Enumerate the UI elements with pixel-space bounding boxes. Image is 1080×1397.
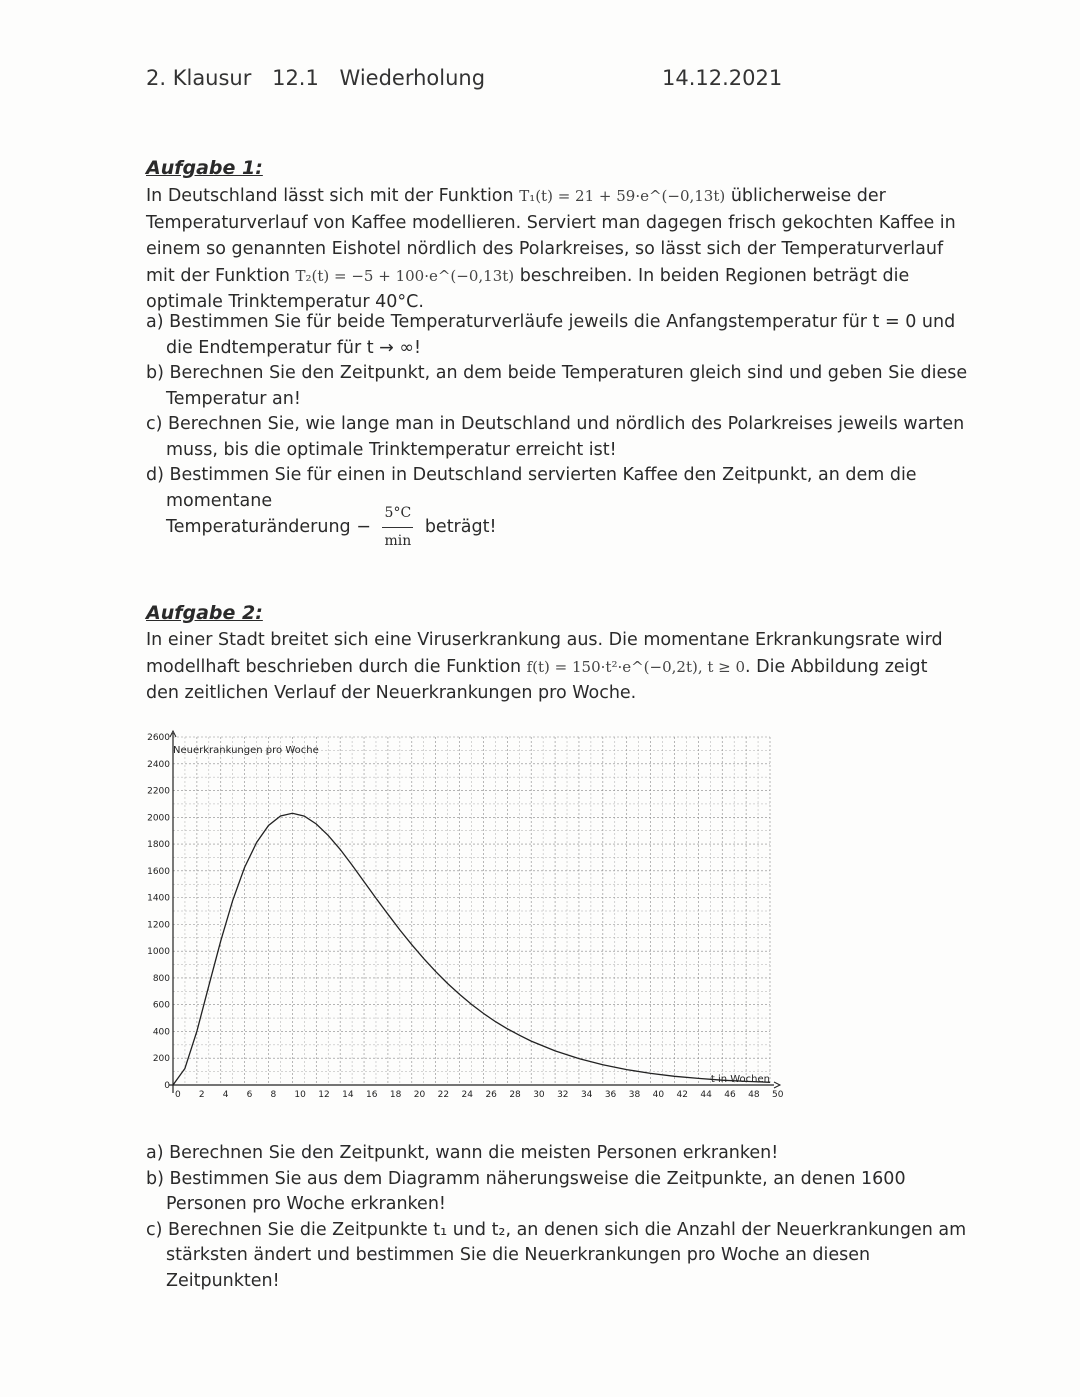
y-tick-label: 1400 <box>147 893 170 904</box>
x-tick-label: 42 <box>676 1090 688 1100</box>
y-tick-label: 2200 <box>147 786 170 797</box>
y-tick-label: 200 <box>152 1054 170 1065</box>
x-axis-arrow <box>774 1082 780 1088</box>
y-tick-label: 2600 <box>147 733 170 743</box>
x-tick-label: 24 <box>461 1090 474 1100</box>
x-tick-label: 28 <box>509 1090 521 1100</box>
task2-intro <box>146 627 966 707</box>
task1-item-b: b) Berechnen Sie den Zeitpunkt, an dem beide Temperaturen gleich sind und geben Sie diese Temperatur an! <box>146 363 968 409</box>
task2-subtasks <box>146 1141 976 1294</box>
x-tick-label: 34 <box>580 1090 593 1100</box>
task1-intro-1: In Deutschland lässt sich mit der Funktion <box>146 186 514 206</box>
task2-intro-1: In einer Stadt breitet sich eine Viruserkrankung aus. Die momentane Erkrankungsrate wird modellhaft beschrieben durch die Funktion <box>146 630 943 677</box>
x-axis-label: t in Wochen <box>710 1074 770 1085</box>
y-tick-label: 1200 <box>147 920 170 931</box>
rate-fraction <box>382 500 413 554</box>
task2-item-b: b) Bestimmen Sie aus dem Diagramm näherungsweise die Zeitpunkte, an denen 1600 Personen pro Woche erkranken! <box>146 1168 906 1214</box>
y-tick-label: 1600 <box>147 866 170 877</box>
y-tick-label: 2000 <box>147 813 170 824</box>
page-header <box>146 66 1020 90</box>
x-tick-label: 14 <box>342 1090 354 1100</box>
x-tick-label: 32 <box>557 1090 569 1100</box>
x-tick-label: 44 <box>700 1090 712 1100</box>
fraction-denominator: min <box>384 532 412 549</box>
item-d-text-2: beträgt! <box>424 517 497 537</box>
y-tick-label: 0 <box>164 1081 170 1091</box>
task1-intro-2: üblicherweise der Temperaturverlauf von Kaffee modellieren. Serviert man dagegen frisch gekochten Kaffee in einem so genannten Eishotel nördlich des Polarkreises, so lässt sich der Temperaturverlauf mit der Funktion <box>146 186 956 286</box>
y-tick-label: 800 <box>152 973 170 984</box>
exam-date: 14.12.2021 <box>662 66 783 90</box>
task2-item-a: a) Berechnen Sie den Zeitpunkt, wann die meisten Personen erkranken! <box>146 1143 779 1163</box>
x-tick-label: 12 <box>318 1090 330 1100</box>
task1-subtasks <box>146 310 976 514</box>
y-tick-label: 400 <box>152 1027 170 1038</box>
task1-title: Aufgabe 1: <box>146 157 263 179</box>
task1-intro-3: beschreiben. In beiden Regionen beträgt die optimale Trinktemperatur 40°C. <box>146 265 910 312</box>
task1-item-d: d) Bestimmen Sie für einen in Deutschland servierten Kaffee den Zeitpunkt, an dem die momentane <box>146 465 917 511</box>
x-tick-label: 18 <box>389 1090 402 1100</box>
y-tick-label: 600 <box>152 1000 170 1011</box>
y-tick-label: 2400 <box>147 759 170 770</box>
x-tick-label: 40 <box>652 1090 665 1100</box>
x-tick-label: 2 <box>198 1090 205 1100</box>
topic-label: Wiederholung <box>339 66 486 90</box>
formula-t1: T₁(t) = 21 + 59·e^(−0,13t) <box>519 187 726 205</box>
fraction-numerator: 5°C <box>382 500 413 528</box>
exam-heading <box>146 66 1020 90</box>
x-tick-label: 38 <box>628 1090 641 1100</box>
y-tick-label: 1000 <box>147 947 170 958</box>
task2-item-c: c) Berechnen Sie die Zeitpunkte t₁ und t₂, an denen sich die Anzahl der Neuerkrankungen am stärksten ändert und bestimmen Sie die Neuerkrankungen pro Woche an diesen Zeitpunkten! <box>146 1219 967 1291</box>
task2-title: Aufgabe 2: <box>146 602 263 624</box>
x-tick-label: 26 <box>485 1090 497 1100</box>
x-tick-label: 16 <box>366 1090 378 1100</box>
task1-item-c: c) Berechnen Sie, wie lange man in Deutschland und nördlich des Polarkreises jeweils warten muss, bis die optimale Trinktemperatur erreicht ist! <box>146 414 965 460</box>
task1-item-a: a) Bestimmen Sie für beide Temperaturverläufe jeweils die Anfangstemperatur für t = 0 und die Endtemperatur für t → ∞! <box>146 312 956 358</box>
x-tick-label: 48 <box>748 1090 760 1100</box>
x-tick-label: 30 <box>533 1090 545 1100</box>
x-tick-label: 10 <box>294 1090 306 1100</box>
formula-t2: T₂(t) = −5 + 100·e^(−0,13t) <box>295 266 515 285</box>
chart-axes <box>169 731 780 1093</box>
x-tick-label: 20 <box>413 1090 426 1100</box>
x-tick-label: 22 <box>437 1090 450 1100</box>
course-label: 12.1 <box>272 66 319 90</box>
exam-label: 2. Klausur <box>146 66 252 90</box>
task1-intro <box>146 183 966 316</box>
x-tick-label: 8 <box>270 1090 277 1100</box>
x-tick-label: 50 <box>772 1090 784 1100</box>
infection-chart <box>140 725 784 1115</box>
y-tick-label: 1800 <box>147 840 170 851</box>
x-tick-labels <box>175 1090 784 1100</box>
x-tick-label: 0 <box>175 1090 181 1100</box>
formula-f: f(t) = 150·t²·e^(−0,2t), t ≥ 0 <box>526 657 746 676</box>
chart-grid <box>173 737 770 1085</box>
x-tick-label: 36 <box>604 1090 617 1100</box>
x-tick-label: 46 <box>724 1090 736 1100</box>
item-d-text-1: Temperaturänderung − <box>166 517 371 537</box>
x-tick-label: 6 <box>246 1090 253 1100</box>
task2-intro-2: . Die Abbildung zeigt den zeitlichen Verlauf der Neuerkrankungen pro Woche. <box>146 656 928 703</box>
x-tick-label: 4 <box>222 1090 229 1100</box>
task1-item-d-cont <box>166 500 986 554</box>
y-tick-labels <box>147 733 170 1091</box>
y-axis-label: Neuerkrankungen pro Woche <box>173 745 319 756</box>
